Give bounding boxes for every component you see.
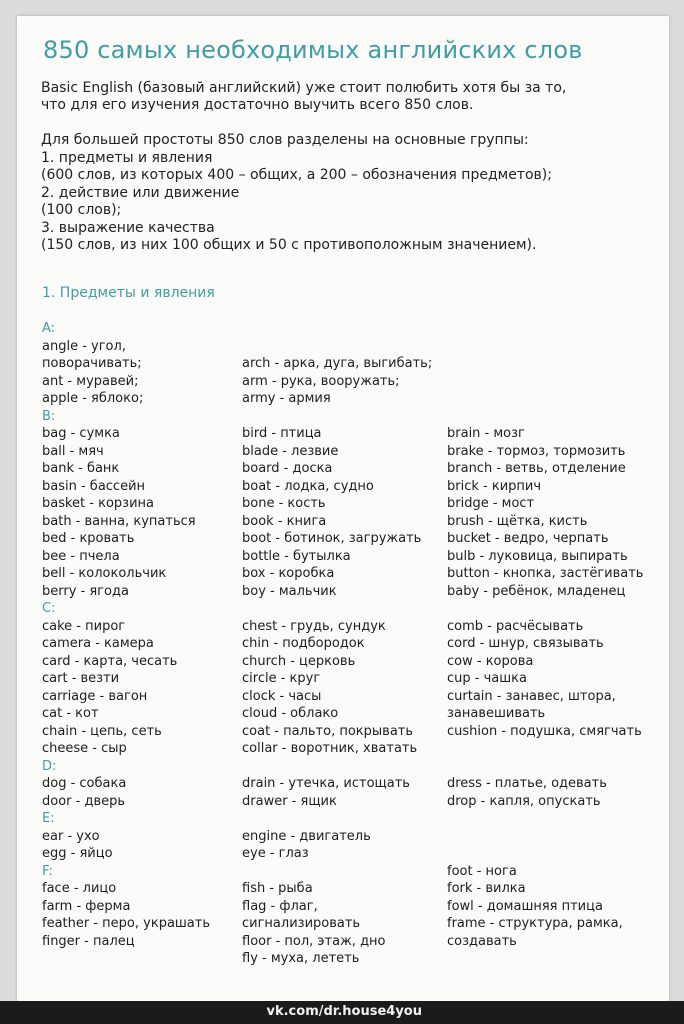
spacer	[242, 408, 432, 426]
word-entry: cat - кот	[42, 706, 99, 721]
word-entry: brain - мозг	[447, 426, 525, 441]
word-entry: branch - ветвь, отделение	[447, 461, 626, 476]
word-entry: chest - грудь, сундук	[242, 618, 386, 634]
word-column-1	[42, 320, 210, 950]
word-entry: сигнализировать	[242, 916, 361, 931]
word-entry: church - церковь	[242, 653, 356, 669]
word-entry: fork - вилка	[447, 881, 526, 896]
word-entry: finger - палец	[42, 933, 135, 949]
letter-d: D:	[42, 758, 57, 774]
word-entry: collar - воротник, хватать	[242, 741, 418, 756]
word-entry: basin - бассейн	[42, 478, 146, 494]
word-entry: cup - чашка	[447, 671, 527, 686]
word-entry: button - кнопка, застёгивать	[447, 566, 644, 581]
word-entry: brick - кирпич	[447, 478, 542, 494]
word-entry: boot - ботинок, загружать	[242, 531, 422, 546]
word-entry: angle - угол,	[42, 338, 126, 354]
word-entry: brush - щётка, кисть	[447, 513, 588, 529]
word-entry: fish - рыба	[242, 881, 313, 896]
letter-e: E:	[42, 811, 55, 826]
groups-line: (150 слов, из них 100 общих и 50 с противоположным значением).	[41, 237, 537, 253]
word-entry: bucket - ведро, черпать	[447, 531, 609, 546]
section-heading: 1. Предметы и явления	[42, 285, 215, 301]
word-entry: cushion - подушка, смягчать	[447, 723, 642, 739]
groups-list	[41, 132, 641, 255]
word-entry: bone - кость	[242, 496, 326, 511]
word-entry: card - карта, чесать	[42, 653, 178, 669]
letter-c: C:	[42, 601, 56, 616]
word-entry: arch - арка, дуга, выгибать;	[242, 356, 433, 371]
word-entry: door - дверь	[42, 793, 126, 809]
letter-f: F:	[42, 863, 53, 879]
spacer	[447, 758, 643, 776]
spacer	[242, 758, 432, 776]
word-entry: blade - лезвие	[242, 443, 339, 459]
word-entry: cake - пирог	[42, 618, 126, 634]
word-entry: army - армия	[242, 391, 331, 406]
spacer	[447, 740, 643, 758]
word-entry: drop - капля, опускать	[447, 793, 601, 809]
word-column-2	[242, 355, 432, 968]
spacer	[242, 810, 432, 828]
page-title: 850 самых необходимых английских слов	[43, 36, 583, 64]
word-entry: baby - ребёнок, младенец	[447, 583, 626, 599]
word-entry: frame - структура, рамка,	[447, 916, 623, 931]
word-entry: chain - цепь, сеть	[42, 723, 162, 739]
word-entry: bee - пчела	[42, 548, 120, 564]
word-entry: board - доска	[242, 461, 333, 476]
word-entry: bank - банк	[42, 461, 120, 476]
word-entry: box - коробка	[242, 566, 335, 581]
word-entry: basket - корзина	[42, 496, 154, 511]
word-entry: chin - подбородок	[242, 636, 365, 651]
word-entry: занавешивать	[447, 706, 546, 721]
word-entry: eye - глаз	[242, 846, 309, 861]
word-entry: drawer - ящик	[242, 793, 337, 809]
word-entry: feather - перо, украшать	[42, 916, 211, 931]
word-entry: bath - ванна, купаться	[42, 513, 196, 529]
word-entry: bridge - мост	[447, 496, 535, 511]
groups-line: 2. действие или движение	[41, 184, 240, 201]
groups-line: (600 слов, из которых 400 – общих, а 200 – обозначения предметов);	[41, 167, 552, 183]
word-entry: coat - пальто, покрывать	[242, 723, 414, 739]
word-entry: создавать	[447, 933, 517, 949]
word-entry: circle - круг	[242, 671, 321, 686]
spacer	[447, 828, 643, 846]
word-entry: comb - расчёсывать	[447, 618, 584, 634]
word-entry: arm - рука, вооружать;	[242, 373, 400, 389]
word-entry: bottle - бутылка	[242, 548, 351, 564]
word-entry: поворачивать;	[42, 356, 142, 371]
word-entry: bag - сумка	[42, 426, 120, 441]
word-entry: curtain - занавес, штора,	[447, 688, 616, 704]
word-entry: ball - мяч	[42, 443, 104, 459]
word-entry: clock - часы	[242, 688, 322, 704]
word-entry: bell - колокольчик	[42, 566, 167, 581]
spacer	[242, 863, 432, 881]
word-entry: bird - птица	[242, 426, 322, 441]
intro-line: Basic English (базовый английский) уже стоит полюбить хотя бы за то,	[41, 80, 567, 96]
groups-line: Для большей простоты 850 слов разделены на основные группы:	[41, 132, 529, 148]
word-entry: apple - яблоко;	[42, 391, 144, 406]
word-column-3	[447, 425, 643, 950]
word-entry: ear - ухо	[42, 828, 100, 844]
word-entry: floor - пол, этаж, дно	[242, 933, 386, 949]
word-entry: fowl - домашняя птица	[447, 898, 603, 914]
word-entry: carriage - вагон	[42, 688, 148, 704]
spacer	[447, 810, 643, 828]
letter-a: A:	[42, 321, 56, 336]
letter-b: B:	[42, 408, 56, 424]
word-entry: flag - флаг,	[242, 898, 318, 914]
groups-line: 1. предметы и явления	[41, 149, 213, 166]
word-entry: book - книга	[242, 513, 327, 529]
word-entry: cow - корова	[447, 653, 534, 669]
groups-line: (100 слов);	[41, 202, 122, 218]
word-entry: berry - ягода	[42, 583, 129, 599]
word-entry: drain - утечка, истощать	[242, 776, 410, 791]
word-entry: engine - двигатель	[242, 828, 371, 844]
word-entry: ant - муравей;	[42, 373, 139, 389]
word-entry: bulb - луковица, выпирать	[447, 548, 628, 564]
word-entry: dress - платье, одевать	[447, 776, 607, 791]
footer-bar	[0, 1001, 684, 1024]
word-entry: dog - собака	[42, 776, 127, 791]
spacer	[242, 600, 432, 618]
word-entry: brake - тормоз, тормозить	[447, 443, 626, 459]
footer-link[interactable]: vk.com/dr.house4you	[266, 1004, 422, 1019]
word-entry: egg - яйцо	[42, 846, 113, 861]
word-entry: boy - мальчик	[242, 583, 337, 599]
word-entry: cheese - сыр	[42, 741, 127, 756]
intro-line: что для его изучения достаточно выучить всего 850 слов.	[41, 97, 474, 113]
word-entry: foot - нога	[447, 863, 517, 879]
spacer	[447, 600, 643, 618]
word-entry: farm - ферма	[42, 898, 131, 914]
word-entry: bed - кровать	[42, 531, 135, 546]
word-entry: camera - камера	[42, 636, 154, 651]
groups-line: 3. выражение качества	[41, 219, 215, 236]
word-entry: cloud - облако	[242, 706, 339, 721]
spacer	[447, 845, 643, 863]
word-entry: cord - шнур, связывать	[447, 636, 604, 651]
word-entry: cart - везти	[42, 671, 120, 686]
word-entry: face - лицо	[42, 881, 117, 896]
word-entry: boat - лодка, судно	[242, 478, 374, 494]
intro-paragraph	[41, 80, 641, 114]
word-entry: fly - муха, лететь	[242, 951, 360, 966]
